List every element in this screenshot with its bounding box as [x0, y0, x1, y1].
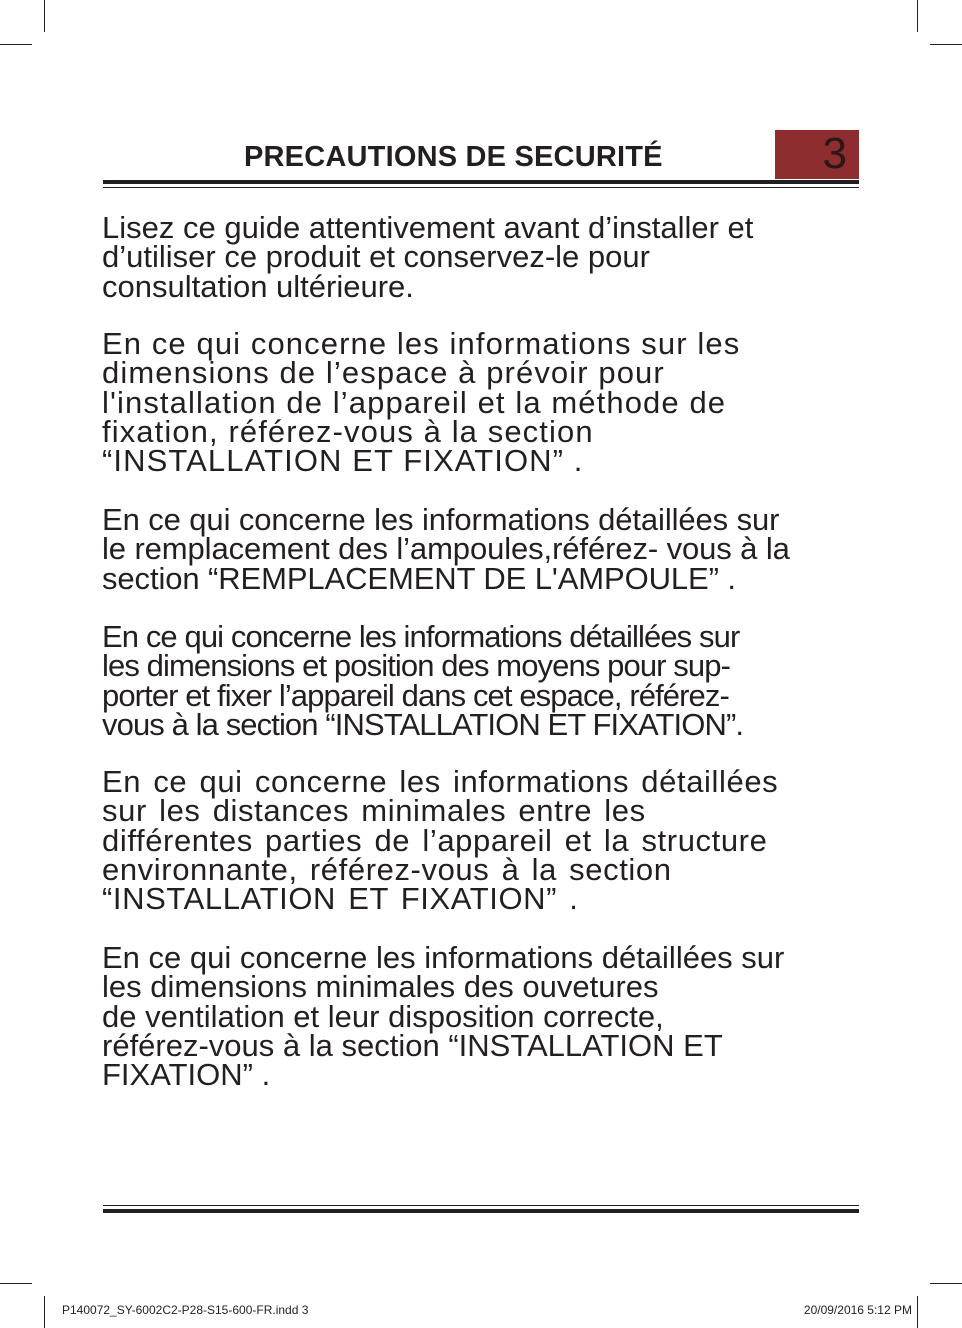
- slug-date: 20/09/2016 5:12 PM: [803, 1303, 912, 1317]
- paragraph-minimum-distances: En ce qui concerne les informations détaillées sur les distances minimales entre les différentes parties de l’appareil et la structure environnante, référez-vous à la section “INSTALLATION ET FIXATION” .: [102, 764, 779, 917]
- paragraph-space-dimensions: En ce qui concerne les informations sur les dimensions de l’espace à prévoir pour l'installation de l’appareil et la méthode de fixation, référez-vous à la section “INSTALLATION ET FIXATION” .: [102, 326, 741, 479]
- page-title: PRECAUTIONS DE SECURITÉ: [244, 141, 663, 173]
- footer-rule-thin: [103, 1205, 859, 1206]
- crop-mark-top-right-horizontal: [930, 44, 962, 45]
- footer-rule-thick: [103, 1209, 859, 1213]
- crop-mark-top-left-horizontal: [0, 44, 32, 45]
- paragraph-support-means: En ce qui concerne les informations détaillées sur les dimensions et position des moyens pour sup- porter et fixer l’appareil dans cet espace, référez- vous à la section “INSTALLATION ET FIXATION”.: [102, 619, 744, 742]
- header-rule-thick: [103, 180, 859, 184]
- crop-mark-top-right-vertical: [917, 0, 918, 32]
- crop-mark-bottom-left-horizontal: [0, 1283, 32, 1284]
- paragraph-bulb-replacement: En ce qui concerne les informations détaillées sur le remplacement des l’ampoules,référez- vous à la section “REMPLACEMENT DE L'AMPOULE” .: [102, 502, 790, 596]
- crop-mark-bottom-right-horizontal: [930, 1283, 962, 1284]
- paragraph-intro: Lisez ce guide attentivement avant d’installer et d’utiliser ce produit et conservez-le pour consultation ultérieure.: [102, 210, 754, 304]
- crop-mark-bottom-right-vertical: [917, 1296, 918, 1328]
- crop-mark-bottom-left-vertical: [44, 1296, 45, 1328]
- paragraph-ventilation: En ce qui concerne les informations détaillées sur les dimensions minimales des ouvetures de ventilation et leur disposition correcte, référez-vous à la section “INSTALLATION ET FIXATION” .: [102, 940, 785, 1093]
- page-number: 3: [822, 129, 847, 178]
- header-rule-thin: [103, 187, 859, 188]
- slug-filename: P140072_SY-6002C2-P28-S15-600-FR.indd 3: [62, 1303, 309, 1317]
- crop-mark-top-left-vertical: [44, 0, 45, 32]
